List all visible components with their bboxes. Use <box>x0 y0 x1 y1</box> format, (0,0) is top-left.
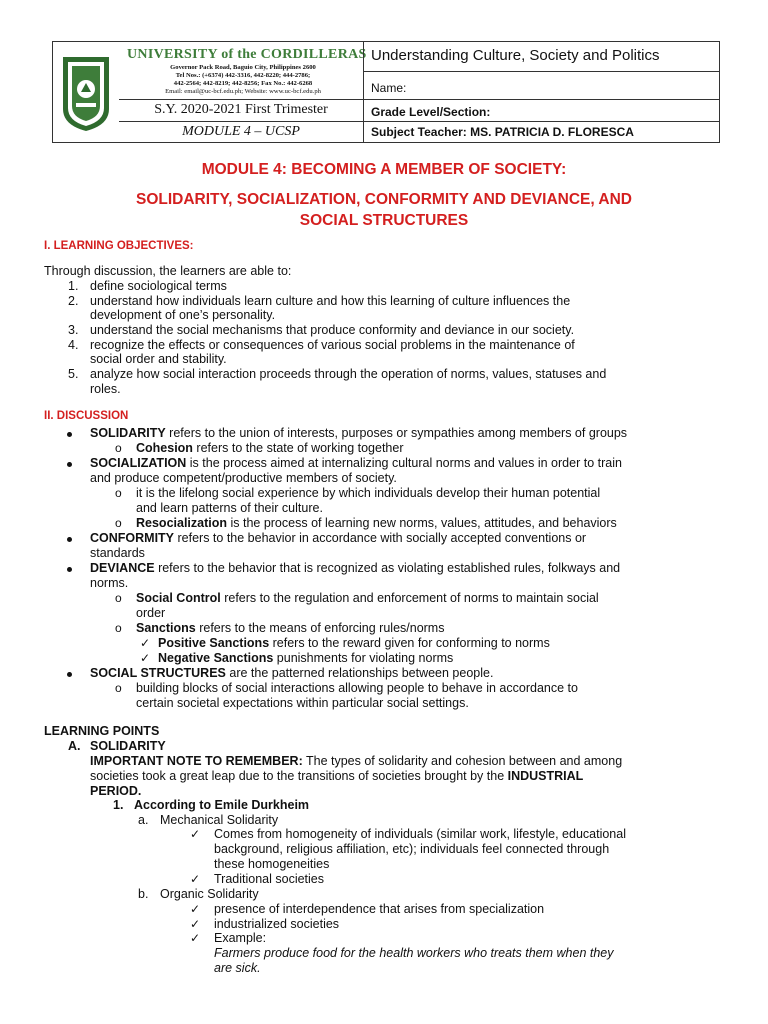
mechanical-point: Traditional societies <box>214 872 325 886</box>
durkheim-heading: According to Emile Durkheim <box>134 798 310 812</box>
objective-number: 4. <box>68 338 79 352</box>
note-text: societies took a great leap due to the transitions of societies brought by the <box>90 769 508 783</box>
bullet-icon <box>67 672 72 677</box>
course-title: Understanding Culture, Society and Politics <box>371 47 660 64</box>
school-year: S.Y. 2020-2021 First Trimester <box>154 102 328 117</box>
university-name: UNIVERSITY of the CORDILLERAS <box>127 47 367 62</box>
check-icon: ✓ <box>190 872 201 886</box>
important-note-cont <box>90 769 583 784</box>
term: SOCIAL STRUCTURES <box>90 666 226 680</box>
university-email: Email: email@uc-bcf.edu.ph; Website: www.uc-bcf.edu.ph <box>165 88 321 95</box>
university-telephone: Tel Nos.: (+6374) 442-3316, 442-8220; 444-2786; <box>175 72 311 79</box>
term: SOLIDARITY <box>90 426 166 440</box>
socialization-definition-cont: and produce competent/productive members of society. <box>90 471 397 485</box>
building-blocks-text-cont: certain societal expectations within particular social settings. <box>136 696 469 710</box>
example-text-cont: are sick. <box>214 961 261 975</box>
objective-text: recognize the effects or consequences of various social problems in the maintenance of <box>90 338 575 352</box>
lifelong-text: it is the lifelong social experience by which individuals develop their human potential <box>136 486 601 500</box>
definition: refers to the reward given for conforming to norms <box>269 636 550 650</box>
negative-sanctions-definition <box>158 651 453 666</box>
list-letter: a. <box>138 813 149 827</box>
organic-point: Example: <box>214 931 267 945</box>
learning-points-heading: LEARNING POINTS <box>44 724 160 738</box>
definition: refers to the behavior that is recognized as violating established rules, folkways and <box>154 561 621 575</box>
socialization-definition <box>90 456 622 471</box>
subsection-number: 1. <box>113 798 124 812</box>
definition: refers to the state of working together <box>192 441 404 455</box>
bullet-icon <box>67 537 72 542</box>
check-icon: ✓ <box>190 902 201 916</box>
term: Resocialization <box>136 516 227 530</box>
circle-bullet-icon: o <box>115 591 122 605</box>
term: Positive Sanctions <box>158 636 270 650</box>
check-icon: ✓ <box>140 651 151 665</box>
definition: refers to the behavior in accordance with socially accepted conventions or <box>174 531 587 545</box>
list-letter: b. <box>138 887 149 901</box>
definition: is the process of learning new norms, values, attitudes, and behaviors <box>227 516 617 530</box>
bullet-icon <box>67 432 72 437</box>
subject-teacher: Subject Teacher: MS. PATRICIA D. FLORESCA <box>371 125 634 139</box>
university-seal-logo <box>59 51 113 133</box>
social-control-definition <box>136 591 599 606</box>
conformity-definition-cont: standards <box>90 546 145 560</box>
sanctions-definition <box>136 621 444 636</box>
objective-text: understand the social mechanisms that produce conformity and deviance in our society. <box>90 323 575 337</box>
objective-text: social order and stability. <box>90 352 227 366</box>
term: Social Control <box>136 591 221 605</box>
deviance-definition-cont: norms. <box>90 576 129 590</box>
objective-text: development of one’s personality. <box>90 308 276 322</box>
circle-bullet-icon: o <box>115 681 122 695</box>
discussion-heading: II. DISCUSSION <box>44 410 129 422</box>
important-note <box>90 754 622 769</box>
definition: refers to the means of enforcing rules/norms <box>195 621 445 635</box>
university-contact <box>127 64 359 96</box>
solidarity-definition <box>90 426 627 441</box>
objective-number: 3. <box>68 323 79 337</box>
important-note-end: PERIOD. <box>90 784 142 798</box>
university-telephone-fax: 442-2564; 442-8219; 442-8256; Fax No.: 442-6268 <box>173 80 313 87</box>
term: DEVIANCE <box>90 561 155 575</box>
building-blocks-text: building blocks of social interactions allowing people to behave in accordance to <box>136 681 578 695</box>
bullet-icon <box>67 567 72 572</box>
check-icon: ✓ <box>190 917 201 931</box>
module-header <box>52 41 720 143</box>
social-structures-definition <box>90 666 493 681</box>
objective-number: 5. <box>68 367 79 381</box>
objective-text: roles. <box>90 382 121 396</box>
organic-solidarity-title: Organic Solidarity <box>160 887 259 901</box>
conformity-definition <box>90 531 586 546</box>
objective-text: understand how individuals learn culture and how this learning of culture influences the <box>90 294 571 308</box>
lifelong-text-cont: and learn patterns of their culture. <box>136 501 323 515</box>
grade-section-field[interactable]: Grade Level/Section: <box>371 105 491 119</box>
objective-text: analyze how social interaction proceeds through the operation of norms, values, statuses and <box>90 367 607 381</box>
note-emphasis: INDUSTRIAL <box>507 769 584 783</box>
objective-number: 2. <box>68 294 79 308</box>
note-text: The types of solidarity and cohesion between and among <box>302 754 623 768</box>
mechanical-point-cont: these homogeneities <box>214 857 330 871</box>
check-icon: ✓ <box>140 636 151 650</box>
bullet-icon <box>67 462 72 467</box>
definition: are the patterned relationships between people. <box>225 666 494 680</box>
solidarity-section-title: SOLIDARITY <box>90 739 166 753</box>
check-icon: ✓ <box>190 931 201 945</box>
check-icon: ✓ <box>190 827 201 841</box>
term: Sanctions <box>136 621 196 635</box>
module-label: MODULE 4 – UCSP <box>182 124 300 139</box>
definition: refers to the union of interests, purposes or sympathies among members of groups <box>165 426 628 440</box>
definition: punishments for violating norms <box>273 651 454 665</box>
social-control-definition-cont: order <box>136 606 166 620</box>
term: CONFORMITY <box>90 531 175 545</box>
section-letter: A. <box>68 739 81 753</box>
term: Negative Sanctions <box>158 651 274 665</box>
example-text: Farmers produce food for the health workers who treats them when they <box>214 946 614 960</box>
resocialization-definition <box>136 516 617 531</box>
definition: refers to the regulation and enforcement of norms to maintain social <box>220 591 599 605</box>
organic-point: industrialized societies <box>214 917 340 931</box>
circle-bullet-icon: o <box>115 486 122 500</box>
term: Cohesion <box>136 441 193 455</box>
definition: is the process aimed at internalizing cultural norms and values in order to train <box>186 456 622 470</box>
objectives-intro: Through discussion, the learners are able to: <box>44 264 292 278</box>
mechanical-point: Comes from homogeneity of individuals (similar work, lifestyle, educational <box>214 827 626 841</box>
objective-text: define sociological terms <box>90 279 227 293</box>
circle-bullet-icon: o <box>115 621 122 635</box>
objectives-heading: I. LEARNING OBJECTIVES: <box>44 240 194 252</box>
cohesion-definition <box>136 441 403 456</box>
module-title: MODULE 4: BECOMING A MEMBER OF SOCIETY: <box>201 161 567 178</box>
module-subtitle-line1: SOLIDARITY, SOCIALIZATION, CONFORMITY AND DEVIANCE, AND <box>135 191 632 208</box>
term: SOCIALIZATION <box>90 456 187 470</box>
name-field[interactable]: Name: <box>371 81 407 95</box>
organic-point: presence of interdependence that arises from specialization <box>214 902 545 916</box>
university-address: Governor Pack Road, Baguio City, Philippines 2600 <box>170 64 316 71</box>
mechanical-solidarity-title: Mechanical Solidarity <box>160 813 279 827</box>
deviance-definition <box>90 561 620 576</box>
positive-sanctions-definition <box>158 636 550 651</box>
objective-number: 1. <box>68 279 79 293</box>
note-label: IMPORTANT NOTE TO REMEMBER: <box>90 754 303 768</box>
circle-bullet-icon: o <box>115 516 122 530</box>
circle-bullet-icon: o <box>115 441 122 455</box>
module-subtitle-line2: SOCIAL STRUCTURES <box>299 212 469 229</box>
mechanical-point-cont: background, religious affiliation, etc); individuals feel connected through <box>214 842 610 856</box>
